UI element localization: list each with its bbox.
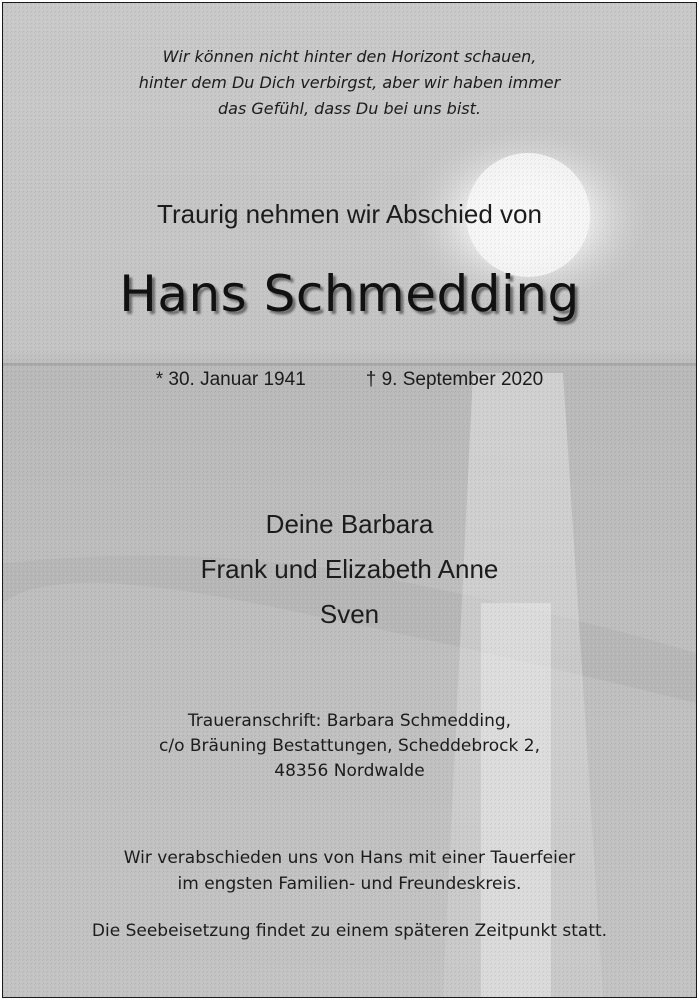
death-date: † 9. September 2020 bbox=[365, 369, 544, 390]
address-line-3: 48356 Nordwalde bbox=[274, 761, 425, 781]
farewell-line-2: im engsten Familien- und Freundeskreis. bbox=[177, 874, 522, 894]
farewell-line-1: Wir verabschieden uns von Hans mit einer Tauerfeier bbox=[123, 848, 576, 868]
family-member-2: Frank und Elizabeth Anne bbox=[200, 554, 499, 584]
intro-text: Traurig nehmen wir Abschied von bbox=[157, 199, 542, 229]
poem-line-3: das Gefühl, dass Du bei uns bist. bbox=[218, 99, 481, 118]
address-line-2: c/o Bräuning Bestattungen, Scheddebrock 2, bbox=[159, 736, 540, 756]
family-member-3: Sven bbox=[319, 599, 380, 629]
poem-line-1: Wir können nicht hinter den Horizont schauen, bbox=[162, 47, 537, 66]
deceased-name: Hans Schmedding bbox=[119, 265, 580, 323]
notice-content bbox=[3, 3, 696, 997]
life-dates bbox=[3, 369, 696, 391]
burial-note: Die Seebeisetzung findet zu einem späteren Zeitpunkt statt. bbox=[91, 921, 608, 941]
obituary-notice bbox=[2, 2, 697, 998]
family-member-1: Deine Barbara bbox=[265, 509, 434, 539]
birth-date: * 30. Januar 1941 bbox=[155, 369, 306, 390]
address-line-1: Traueranschrift: Barbara Schmedding, bbox=[187, 711, 512, 731]
poem-line-2: hinter dem Du Dich verbirgst, aber wir haben immer bbox=[138, 73, 561, 92]
